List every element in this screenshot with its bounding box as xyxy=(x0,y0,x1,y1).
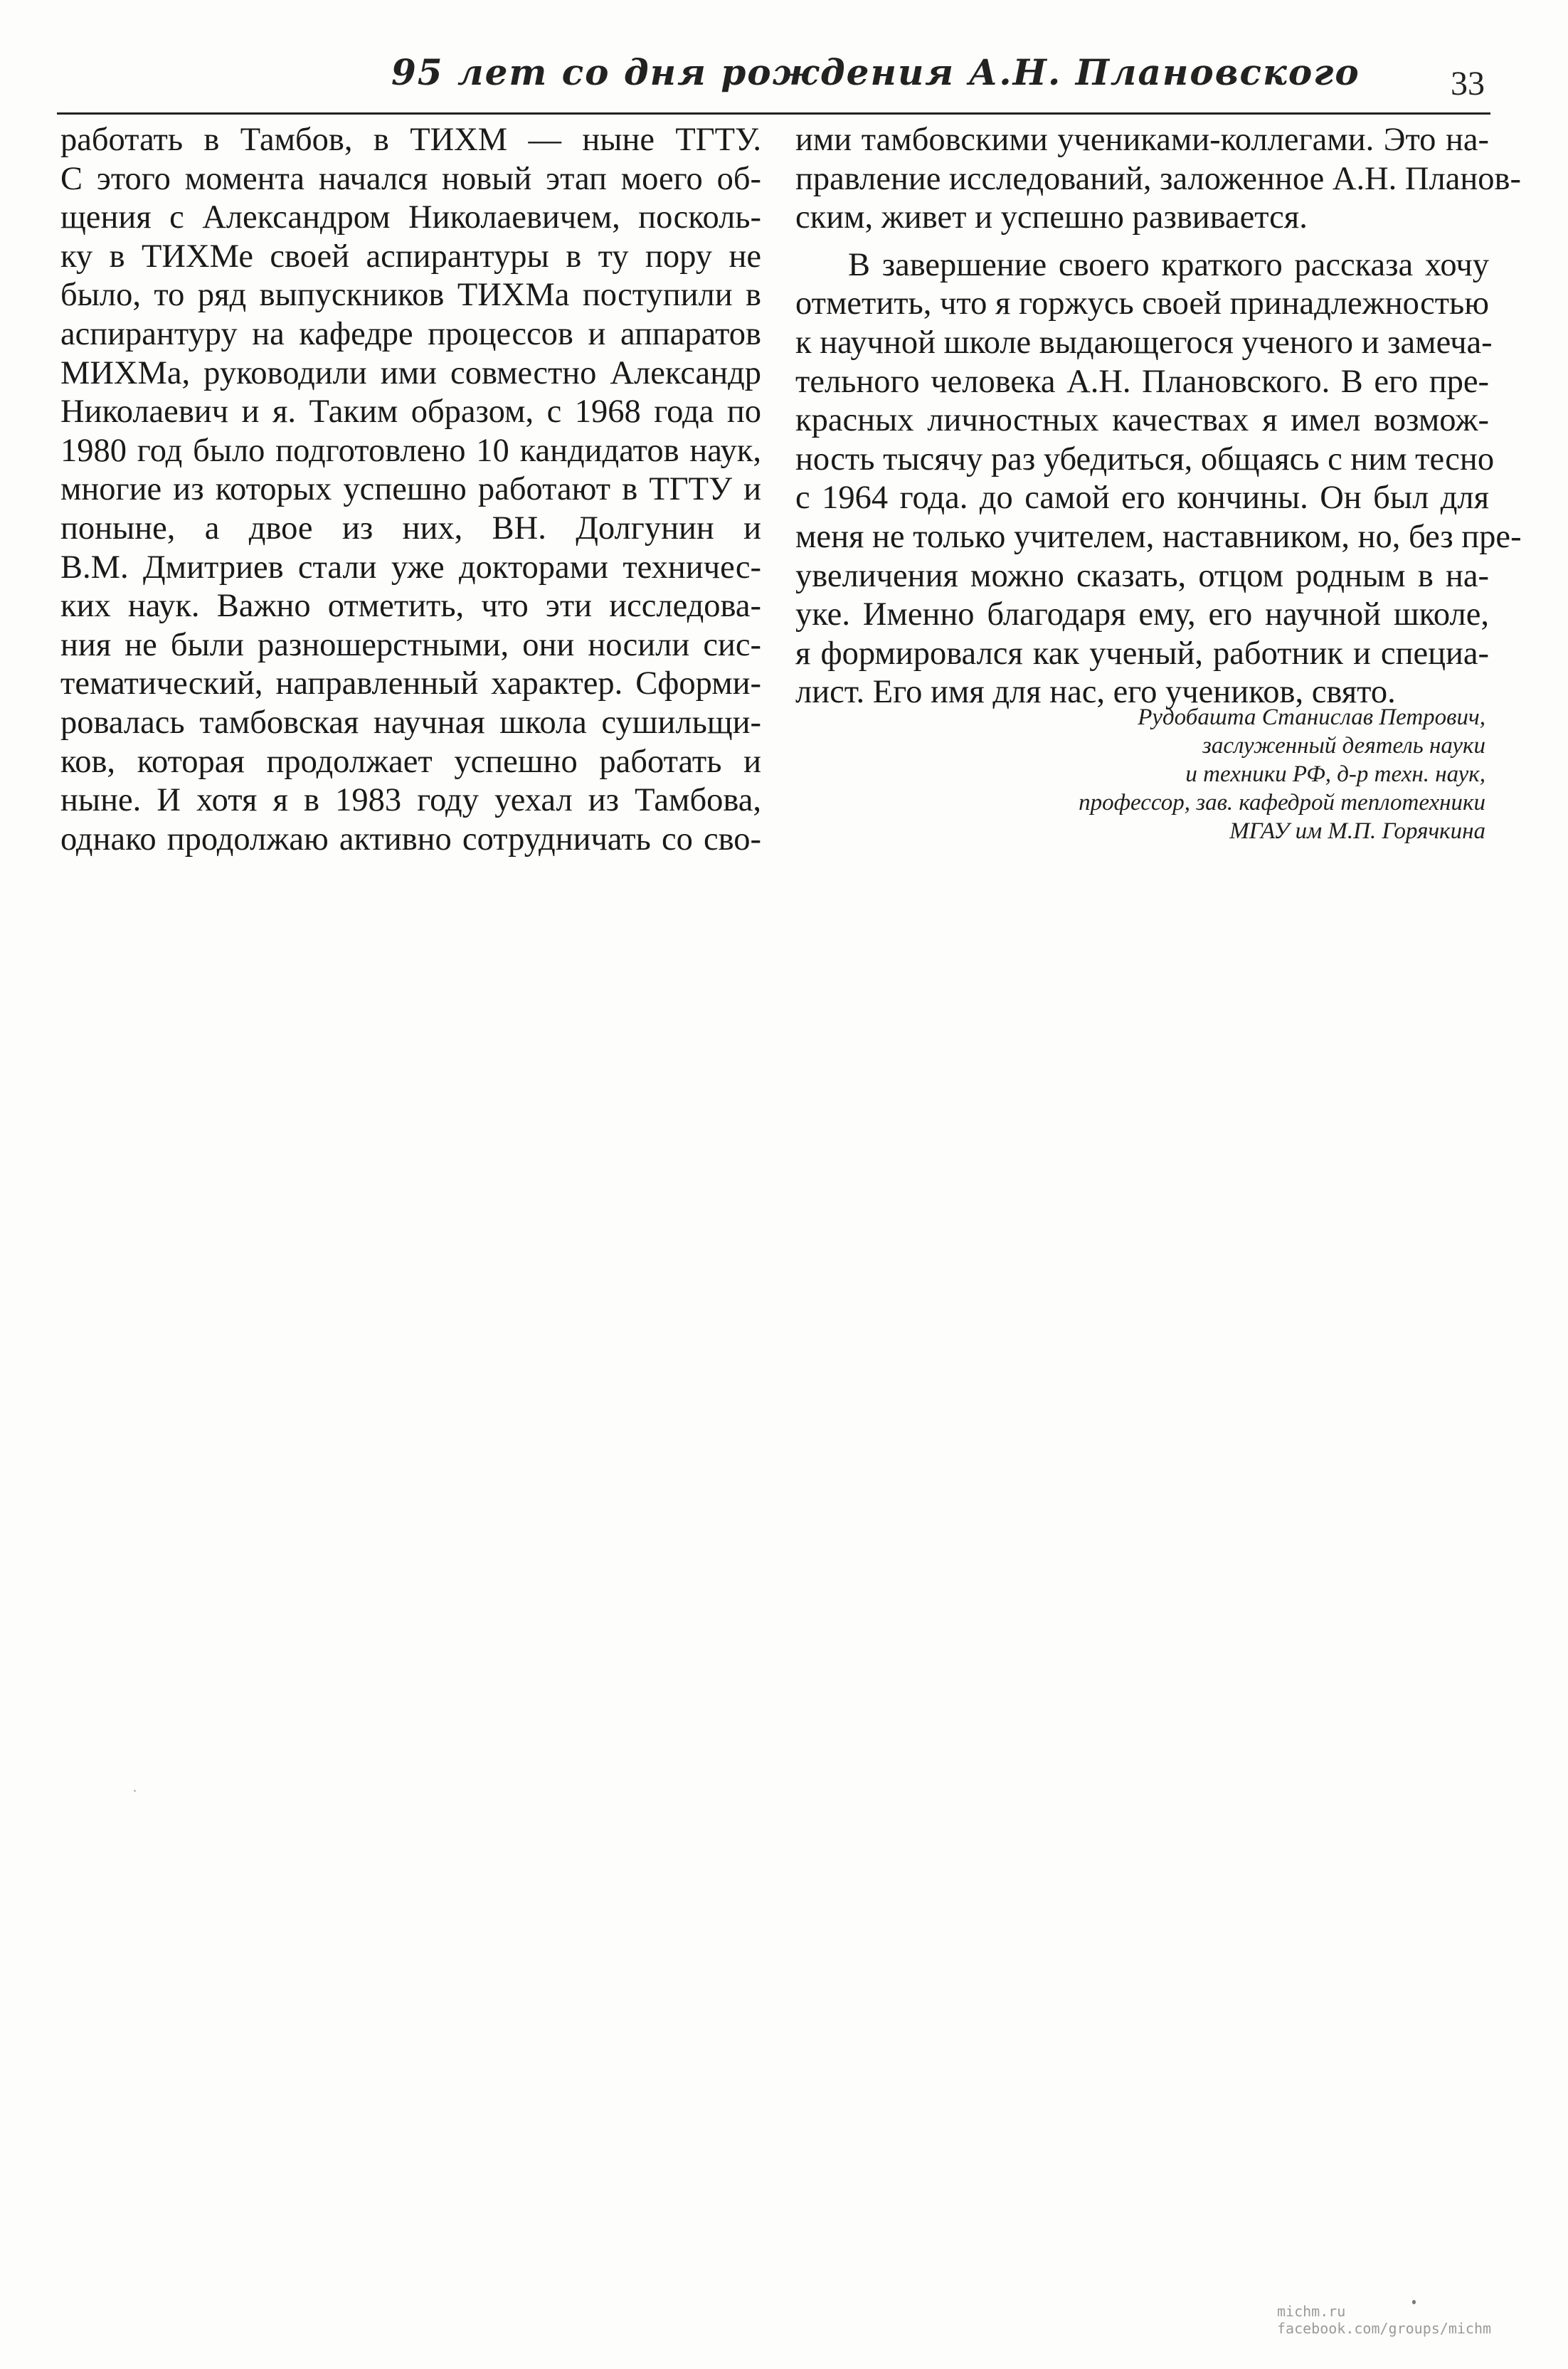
text-line: ими тамбовскими учениками-коллегами. Это на- xyxy=(795,122,1489,158)
text-line: красных личностных качествах я имел возмож- xyxy=(795,402,1489,439)
running-header xyxy=(57,44,1490,115)
text-line: работать в Тамбов, в ТИХМ — ныне ТГТУ. xyxy=(60,122,761,158)
site-watermark xyxy=(1277,2303,1491,2337)
page-number: 33 xyxy=(1451,65,1485,102)
text-line: ких наук. Важно отметить, что эти исследова- xyxy=(60,588,761,625)
text-line: многие из которых успешно работают в ТГТУ и xyxy=(60,471,761,508)
text-line: ским, живет и успешно развивается. xyxy=(795,199,1308,236)
scan-speck xyxy=(1412,2300,1416,2304)
text-line: ку в ТИХМе своей аспирантуры в ту пору не xyxy=(60,238,761,275)
running-header-title: 95 лет со дня рождения А.Н. Плановского xyxy=(391,51,1360,93)
text-line: В.М. Дмитриев стали уже докторами техничес- xyxy=(60,549,761,586)
author-title-line: профессор, зав. кафедрой теплотехники xyxy=(1079,790,1485,816)
watermark-line: facebook.com/groups/michm xyxy=(1277,2320,1492,2337)
scan-speck xyxy=(134,1790,136,1792)
author-title-line: и техники РФ, д-р техн. наук, xyxy=(1185,761,1485,787)
text-line: ныне. И хотя я в 1983 году уехал из Тамбова, xyxy=(60,782,761,819)
text-line: меня не только учителем, наставником, но, без пре- xyxy=(795,518,1522,555)
text-line: МИХМа, руководили ими совместно Александр xyxy=(60,354,761,391)
author-name: Рудобашта Станислав Петрович, xyxy=(1138,705,1485,730)
text-line: лист. Его имя для нас, его учеников, свято. xyxy=(795,674,1396,711)
header-rule xyxy=(57,112,1490,115)
text-line: ния не были разношерстными, они носили сис- xyxy=(60,626,761,663)
text-line: ков, которая продолжает успешно работать и xyxy=(60,743,761,780)
text-line: правление исследований, заложенное А.Н. Планов- xyxy=(795,160,1521,197)
text-line: с 1964 года. до самой его кончины. Он был для xyxy=(795,480,1489,517)
watermark-line: michm.ru xyxy=(1277,2303,1346,2320)
text-line: аспирантуру на кафедре процессов и аппаратов xyxy=(60,315,761,352)
text-line: ровалась тамбовская научная школа сушильщи- xyxy=(60,704,761,741)
text-line: ность тысячу раз убедиться, общаясь с ним тесно xyxy=(795,440,1495,478)
author-affiliation: МГАУ им М.П. Горячкина xyxy=(1229,818,1485,844)
paragraph-continuation xyxy=(795,121,1521,238)
text-line: было, то ряд выпускников ТИХМа поступили в xyxy=(60,277,761,314)
text-line: В завершение своего краткого рассказа хочу xyxy=(848,246,1489,283)
text-line: 1980 год было подготовлено 10 кандидатов наук, xyxy=(60,432,761,469)
text-line: Николаевич и я. Таким образом, с 1968 года по xyxy=(60,394,761,431)
text-line: к научной школе выдающегося ученого и замеча- xyxy=(795,324,1493,361)
text-line: уке. Именно благодаря ему, его научной школе, xyxy=(795,596,1489,633)
left-text-column xyxy=(60,121,761,859)
paragraph-gap xyxy=(795,238,1489,246)
author-signature xyxy=(795,703,1485,845)
author-title-line: заслуженный деятель науки xyxy=(1202,733,1485,759)
text-line: тельного человека А.Н. Плановского. В его пре- xyxy=(795,363,1489,400)
paragraph-conclusion xyxy=(795,246,1522,712)
text-line: тематический, направленный характер. Сформи- xyxy=(60,665,761,702)
text-line: отметить, что я горжусь своей принадлежностью xyxy=(795,285,1489,322)
text-line: поныне, а двое из них, ВН. Долгунин и xyxy=(60,510,761,547)
text-line: увеличения можно сказать, отцом родным в на- xyxy=(795,557,1489,594)
right-text-column xyxy=(795,121,1522,712)
text-line: однако продолжаю активно сотрудничать со сво- xyxy=(60,821,761,858)
text-line: С этого момента начался новый этап моего об- xyxy=(60,160,761,197)
text-line: щения с Александром Николаевичем, посколь- xyxy=(60,199,761,236)
text-line: я формировался как ученый, работник и специа- xyxy=(795,635,1489,672)
